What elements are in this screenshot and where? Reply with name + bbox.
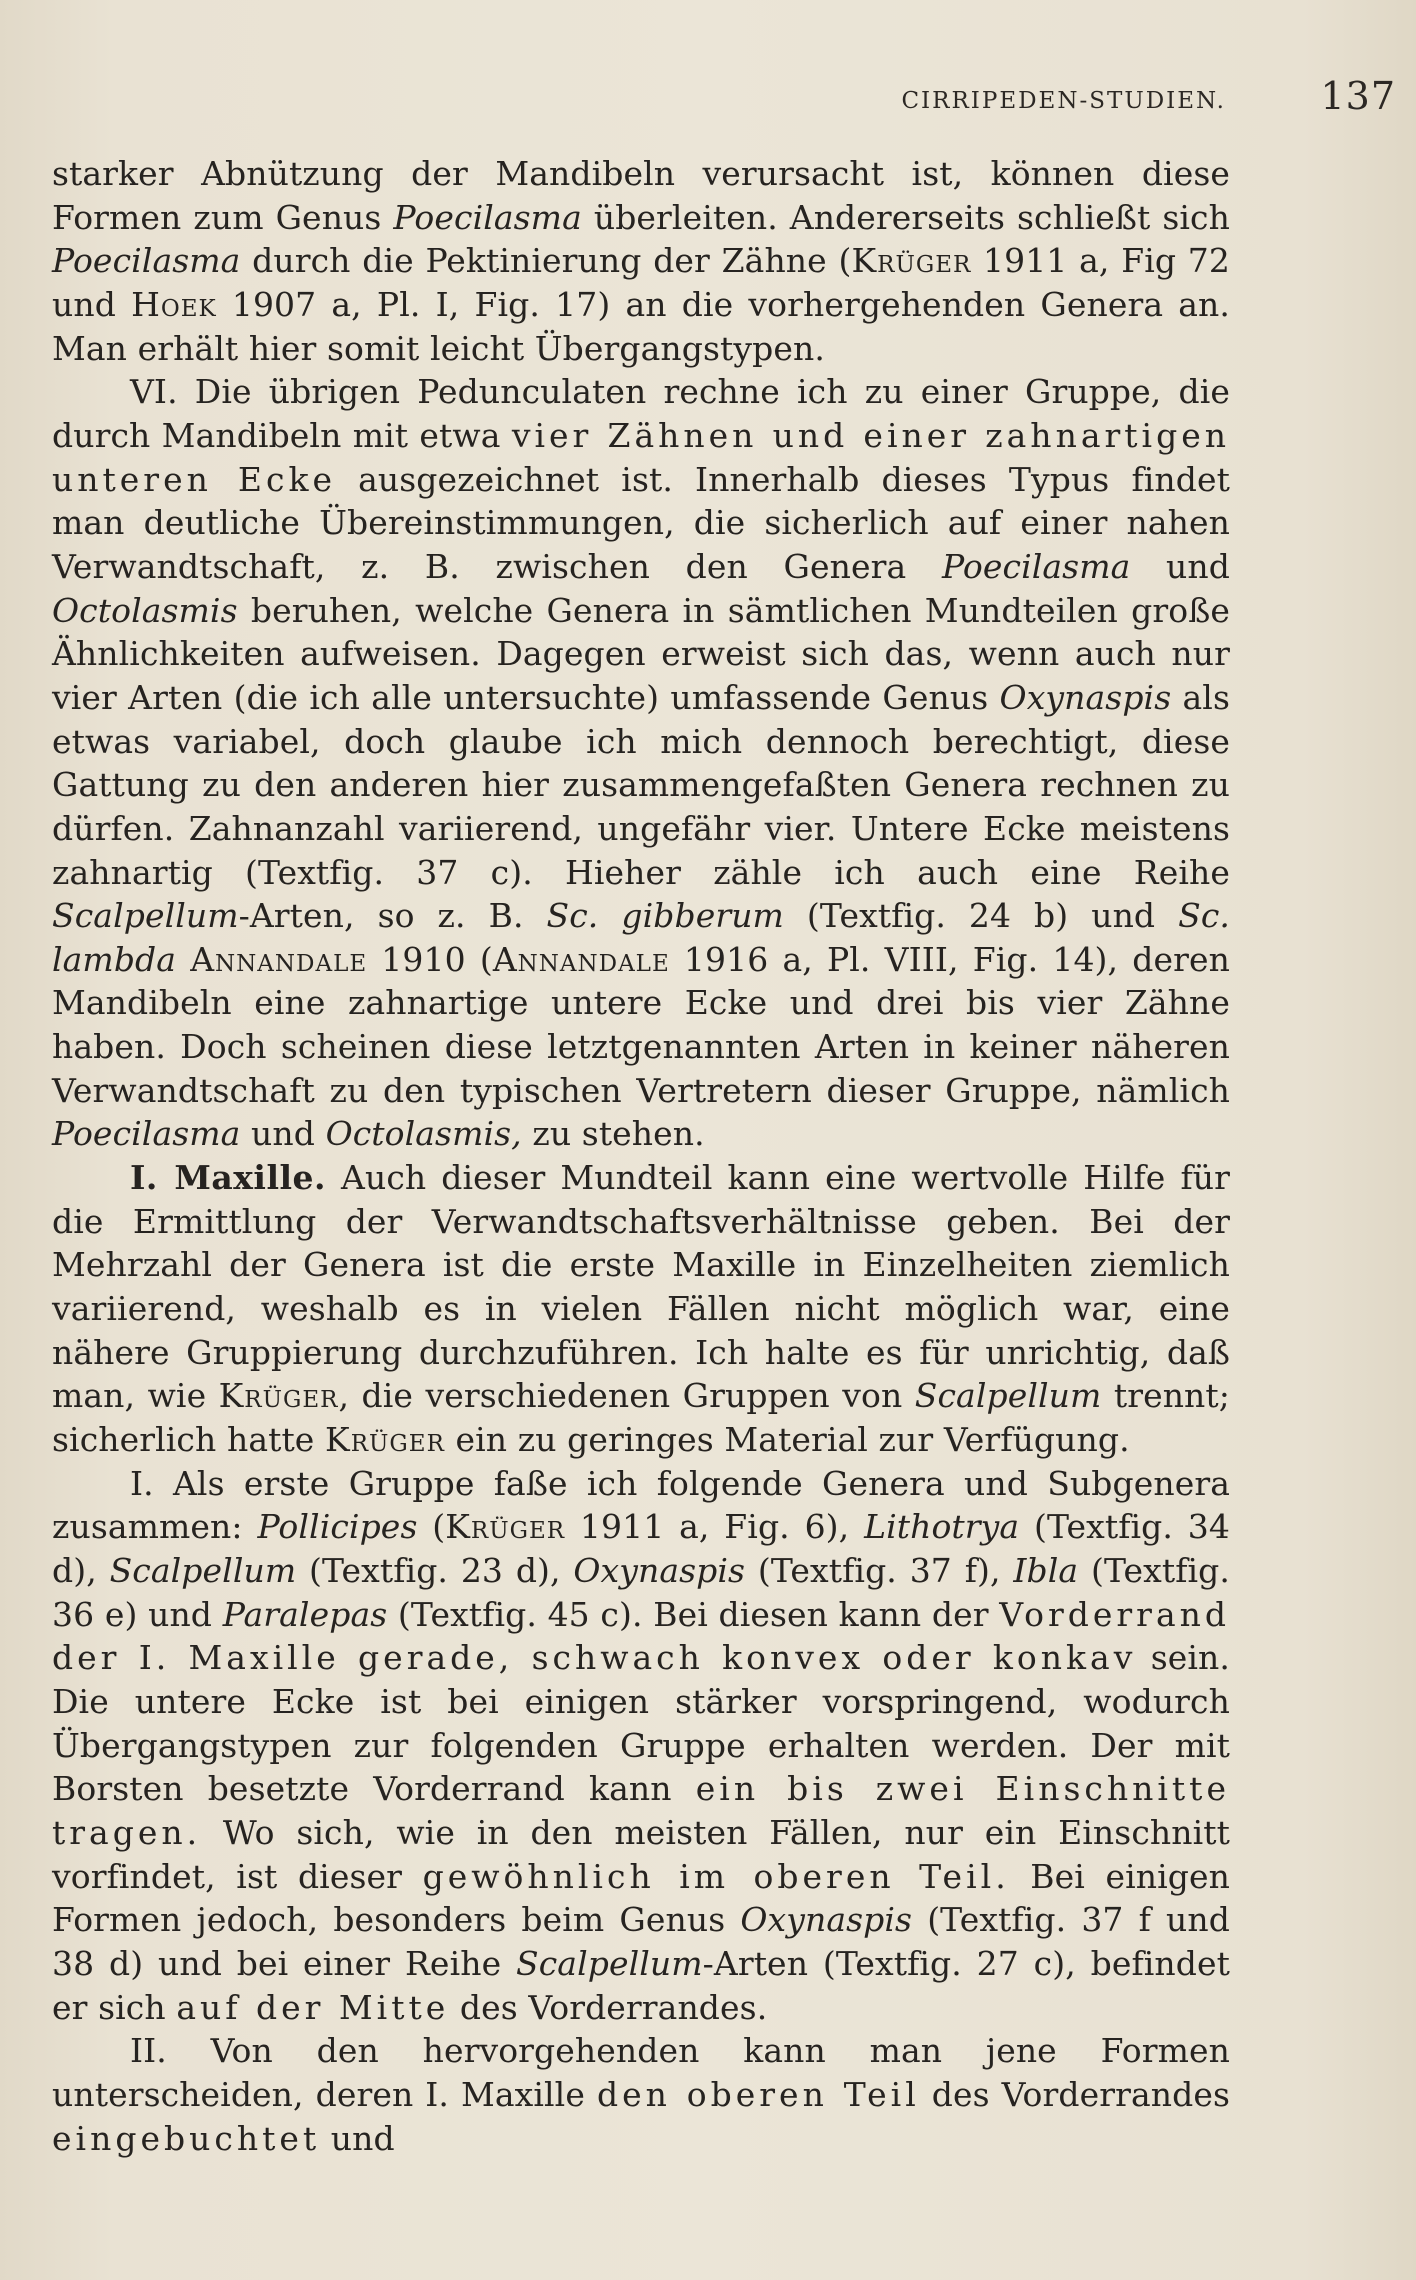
paragraph-maxille	[52, 1156, 1230, 1462]
text-run: und	[240, 1114, 326, 1154]
text-run: (Textfig. 37 f und 38 d) und bei einer Reihe	[52, 1900, 1230, 1983]
genus-name: Scalpellum	[914, 1376, 1102, 1416]
body-text	[52, 152, 1230, 2160]
spaced-emphasis: Vorderrand der I. Maxille gerade, schwach konvex oder konkav	[52, 1594, 1230, 1678]
genus-name: Scalpellum	[516, 1943, 703, 1983]
genus-name: Poecilasma	[52, 1114, 241, 1154]
text-run: und	[1130, 546, 1230, 586]
paragraph-group-i	[52, 1462, 1230, 2030]
text-run: (	[417, 1507, 446, 1547]
paragraph-group-ii	[52, 2029, 1230, 2160]
spaced-emphasis: vier Zähnen und einer zahnartigen unteren Ecke	[52, 415, 1230, 499]
genus-name: Pollicipes	[257, 1507, 418, 1547]
author-name: Krüger	[851, 241, 972, 281]
genus-name: Scalpellum	[109, 1551, 297, 1590]
text-run: , die verschiedenen Gruppen von	[338, 1376, 915, 1416]
text-run: des Vorderrandes.	[449, 1987, 768, 2027]
text-run: Wo sich, wie in den meisten Fällen, nur ein Einschnitt vorfindet, ist dieser	[52, 1812, 1230, 1896]
text-run: durch die Pektinierung der Zähne (	[240, 241, 852, 281]
genus-name: Poecilasma	[52, 241, 241, 281]
author-name: Annandale	[190, 939, 368, 979]
genus-name: Poecilasma	[393, 197, 582, 237]
text-run: -Arten, so z. B.	[238, 896, 547, 936]
text-run: Bei einigen Formen jedoch, besonders beim Genus	[52, 1856, 1230, 1940]
genus-name: Oxynaspis	[573, 1551, 746, 1590]
author-name: Annandale	[492, 939, 670, 979]
text-run: 1916 a, Pl. VIII, Fig. 14), deren Mandibeln eine zahnartige untere Ecke und drei bis vier Zähne haben. Doch scheinen diese letztgenannten Arten in keiner näheren Verwandtschaft zu den typischen Vertretern dieser Gruppe, nämlich	[52, 939, 1230, 1110]
text-run: des Vorderrandes	[919, 2074, 1231, 2114]
page-number: 137	[1320, 74, 1396, 118]
genus-name: Paralepas	[222, 1594, 388, 1634]
text-run: ein zu geringes Material zur Verfügung.	[444, 1420, 1130, 1460]
paragraph-group-vi	[52, 370, 1230, 1156]
paragraph-continuation	[52, 152, 1230, 370]
text-run: 1911 a, Fig 72 und	[52, 241, 1230, 324]
genus-name: Lithotrya	[864, 1507, 1020, 1547]
text-run: I. Als erste Gruppe faße ich folgende Genera und Subgenera zusammen:	[52, 1463, 1230, 1547]
text-run: sein. Die untere Ecke ist bei einigen stärker vorspringend, wodurch Übergangstypen zur folgenden Gruppe erhalten werden. Der mit Borsten besetzte Vorderrand kann	[52, 1638, 1230, 1809]
text-run: (Textfig. 34 d),	[52, 1507, 1230, 1590]
text-run: (Textfig. 36 e) und	[52, 1551, 1230, 1634]
text-run: (Textfig. 23 d),	[296, 1551, 574, 1590]
genus-name: Oxynaspis	[740, 1900, 913, 1940]
text-run: Auch dieser Mundteil kann eine wertvolle Hilfe für die Ermittlung der Verwandtschaftsverhältnisse geben. Bei der Mehrzahl der Genera ist die erste Maxille in Einzelheiten ziemlich variierend, weshalb es in vielen Fällen nicht möglich war, eine nähere Gruppierung durchzuführen. Ich halte es für unrichtig, daß man, wie	[52, 1158, 1230, 1416]
spaced-emphasis: eingebuchtet	[52, 2118, 321, 2158]
text-run: starker Abnützung der Mandibeln verursacht ist, können diese Formen zum Genus	[52, 154, 1230, 237]
species-name: Sc. gibberum	[546, 896, 784, 936]
text-run: 1907 a, Pl. I, Fig. 17) an die vorhergehenden Genera an. Man erhält hier somit leicht Übergangstypen.	[52, 284, 1230, 368]
genus-name: Poecilasma	[941, 546, 1131, 586]
author-name: Krüger	[445, 1507, 566, 1547]
text-run	[176, 940, 190, 979]
text-run: beruhen, welche Genera in sämtlichen Mundteilen große Ähnlichkeiten aufweisen. Dagegen erweist sich das, wenn auch nur vier Arten (die ich alle untersuchte) umfassende Genus	[52, 590, 1230, 717]
text-run: (Textfig. 37 f),	[745, 1551, 1014, 1590]
text-run: VI. Die übrigen Pedunculaten rechne ich zu einer Gruppe, die durch Mandibeln mit etwa	[52, 372, 1230, 455]
text-run: 1910 (	[367, 939, 493, 979]
text-run: -Arten (Textfig. 27 c), befindet er sich	[52, 1943, 1230, 2027]
section-heading: I. Maxille.	[130, 1158, 327, 1198]
running-title: CIRRIPEDEN-STUDIEN.	[901, 88, 1226, 114]
text-run: als etwas variabel, doch glaube ich mich dennoch berechtigt, diese Gattung zu den anderen hier zusammengefaßten Genera rechnen zu dürfen. Zahnanzahl variierend, ungefähr vier. Untere Ecke meistens zahnartig (Textfig. 37 c). Hieher zähle ich auch eine Reihe	[52, 677, 1230, 892]
genus-name: Octolasmis,	[325, 1114, 522, 1154]
spaced-emphasis: gewöhnlich im oberen Teil.	[422, 1856, 1010, 1896]
text-run: II. Von den hervorgehenden kann man jene Formen unterscheiden, deren I. Maxille	[52, 2031, 1230, 2114]
spaced-emphasis: ein bis zwei Einschnitte tragen.	[52, 1769, 1230, 1852]
text-run: 1911 a, Fig. 6),	[565, 1507, 865, 1547]
text-run: (Textfig. 24 b) und	[783, 896, 1179, 936]
author-name: Krüger	[218, 1376, 339, 1416]
genus-name: Ibla	[1013, 1551, 1079, 1590]
species-name: Sc. lambda	[52, 896, 1231, 979]
spaced-emphasis: auf der Mitte	[176, 1987, 450, 2027]
text-run: und	[320, 2118, 395, 2158]
genus-name: Octolasmis	[52, 590, 238, 630]
text-run: trennt; sicherlich hatte	[52, 1376, 1230, 1460]
author-name: Hoek	[131, 284, 217, 324]
page-header	[50, 74, 1396, 118]
text-run: ausgezeichnet ist. Innerhalb dieses Typus findet man deutliche Übereinstimmungen, die sicherlich auf einer nahen Verwandtschaft, z. B. zwischen den Genera	[52, 459, 1230, 586]
text-run: überleiten. Andererseits schließt sich	[581, 197, 1230, 237]
text-run: (Textfig. 45 c). Bei diesen kann der	[387, 1594, 1000, 1634]
genus-name: Oxynaspis	[999, 677, 1172, 717]
genus-name: Scalpellum	[52, 896, 239, 936]
spaced-emphasis: den oberen Teil	[596, 2074, 920, 2114]
text-run: zu stehen.	[521, 1114, 705, 1154]
author-name: Krüger	[325, 1420, 445, 1460]
